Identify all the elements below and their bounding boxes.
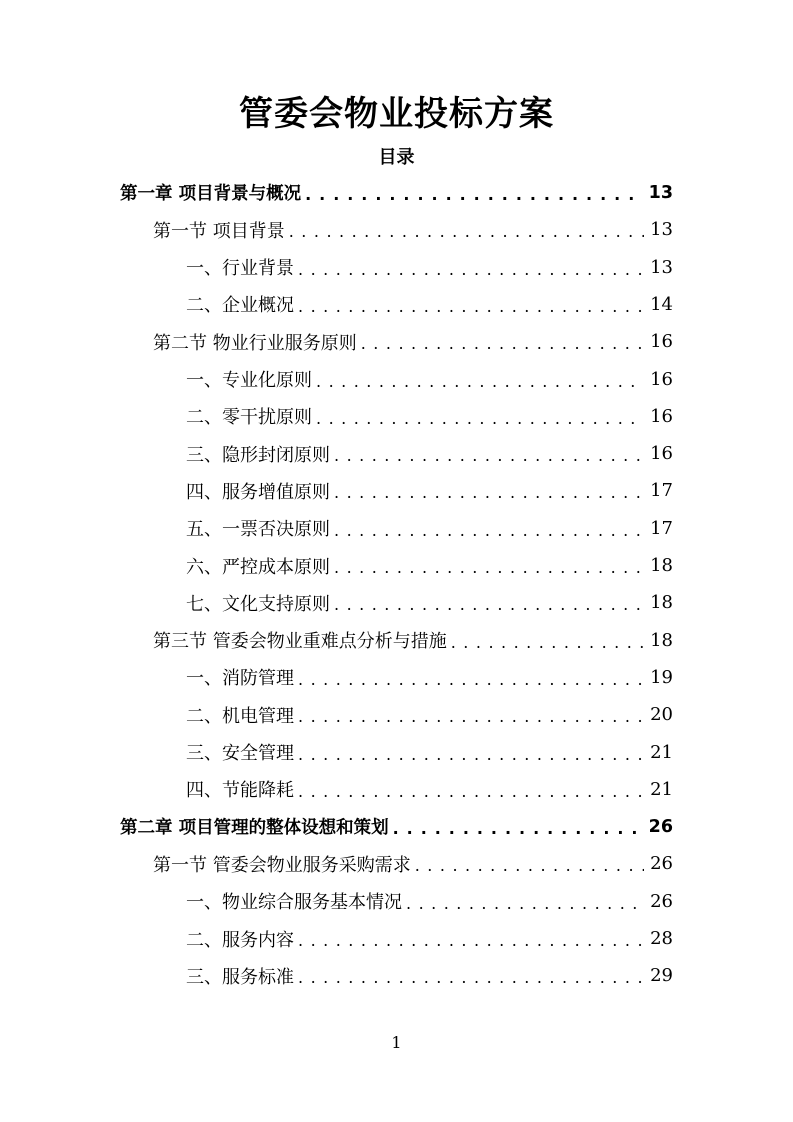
- toc-entry-label: 一、物业综合服务基本情况: [186, 892, 402, 914]
- toc-entry-label: 二、零干扰原则: [186, 407, 312, 429]
- toc-entry-page-number: 20: [650, 704, 673, 726]
- toc-dot-leader: [298, 696, 644, 733]
- toc-entry-page-number: 16: [650, 331, 673, 353]
- toc-dot-leader: [298, 734, 644, 771]
- toc-entry-label: 四、服务增值原则: [186, 481, 330, 503]
- toc-chapter-entry[interactable]: [120, 808, 673, 845]
- toc-subsection-entry[interactable]: [186, 510, 673, 547]
- toc-subsection-entry[interactable]: [186, 920, 673, 957]
- toc-entry-page-number: 18: [650, 629, 673, 651]
- toc-dot-leader: [334, 472, 644, 509]
- toc-entry-label: 三、隐形封闭原则: [186, 444, 330, 466]
- toc-entry-page-number: 28: [650, 928, 673, 949]
- toc-dot-leader: [298, 771, 644, 808]
- toc-entry-label: 第二章 项目管理的整体设想和策划: [120, 818, 389, 839]
- toc-dot-leader: [361, 323, 644, 360]
- toc-subsection-entry[interactable]: [186, 696, 673, 733]
- page-number: 1: [391, 1033, 402, 1052]
- toc-subsection-entry[interactable]: [186, 883, 673, 920]
- toc-subsection-entry[interactable]: [186, 361, 673, 398]
- toc-subsection-entry[interactable]: [186, 957, 673, 994]
- toc-entry-label: 第一节 项目背景: [153, 220, 285, 242]
- toc-subsection-entry[interactable]: [186, 547, 673, 584]
- toc-entry-label: 三、服务标准: [186, 966, 294, 988]
- toc-section-entry[interactable]: [153, 211, 673, 248]
- toc-entry-page-number: 29: [650, 965, 673, 987]
- toc-dot-leader: [298, 920, 644, 957]
- toc-entry-label: 一、消防管理: [186, 668, 294, 690]
- toc-entry-label: 四、节能降耗: [186, 780, 294, 802]
- toc-entry-page-number: 21: [650, 741, 673, 763]
- toc-entry-label: 五、一票否决原则: [186, 519, 330, 541]
- toc-entry-label: 第三节 管委会物业重难点分析与措施: [153, 631, 447, 653]
- toc-chapter-entry[interactable]: [120, 174, 673, 211]
- toc-entry-page-number: 17: [650, 480, 673, 502]
- toc-entry-label: 七、文化支持原则: [186, 593, 330, 615]
- toc-section-entry[interactable]: [153, 845, 673, 882]
- toc-dot-leader: [316, 398, 644, 435]
- toc-dot-leader: [415, 845, 644, 882]
- toc-dot-leader: [298, 659, 644, 696]
- toc-subsection-entry[interactable]: [186, 771, 673, 808]
- toc-subsection-entry[interactable]: [186, 659, 673, 696]
- toc-entry-label: 二、企业概况: [186, 295, 294, 317]
- toc-dot-leader: [406, 883, 644, 920]
- toc-dot-leader: [451, 622, 644, 659]
- toc-dot-leader: [289, 211, 644, 248]
- toc-entry-page-number: 18: [650, 592, 673, 614]
- toc-subsection-entry[interactable]: [186, 398, 673, 435]
- toc-dot-leader: [334, 584, 644, 621]
- toc-entry-label: 第一章 项目背景与概况: [120, 184, 302, 204]
- toc-subsection-entry[interactable]: [186, 472, 673, 509]
- toc-entry-label: 三、安全管理: [186, 743, 294, 764]
- toc-dot-leader: [334, 510, 644, 547]
- toc-entry-page-number: 16: [650, 405, 673, 427]
- toc-entry-page-number: 18: [650, 555, 673, 576]
- toc-entry-label: 第一节 管委会物业服务采购需求: [153, 854, 411, 876]
- toc-entry-label: 一、行业背景: [186, 258, 294, 280]
- toc-entry-page-number: 13: [650, 219, 673, 241]
- toc-subsection-entry[interactable]: [186, 249, 673, 286]
- toc-dot-leader: [334, 547, 644, 584]
- toc-entry-page-number: 19: [650, 666, 673, 688]
- toc-entry-page-number: 16: [650, 368, 673, 390]
- toc-entry-page-number: 13: [650, 256, 673, 278]
- toc-entry-page-number: 26: [650, 890, 673, 912]
- toc-dot-leader: [393, 808, 643, 845]
- toc-entry-page-number: 16: [650, 443, 673, 465]
- toc-subsection-entry[interactable]: [186, 435, 673, 472]
- document-title: 管委会物业投标方案: [239, 94, 554, 134]
- toc-entry-page-number: 26: [650, 853, 673, 875]
- toc-dot-leader: [316, 361, 644, 398]
- toc-entry-label: 六、严控成本原则: [186, 556, 330, 578]
- toc-entry-page-number: 26: [648, 816, 673, 837]
- toc-entry-page-number: 14: [650, 293, 673, 315]
- toc-entry-label: 二、机电管理: [186, 705, 294, 727]
- toc-dot-leader: [305, 174, 643, 211]
- toc-dot-leader: [298, 249, 644, 286]
- toc-dot-leader: [298, 957, 644, 994]
- toc-heading: 目录: [378, 147, 415, 168]
- toc-dot-leader: [298, 286, 644, 323]
- toc-entry-page-number: 13: [648, 182, 673, 203]
- toc-subsection-entry[interactable]: [186, 584, 673, 621]
- toc-subsection-entry[interactable]: [186, 286, 673, 323]
- toc-entry-page-number: 21: [650, 778, 673, 800]
- toc-section-entry[interactable]: [153, 622, 673, 659]
- toc-subsection-entry[interactable]: [186, 734, 673, 771]
- toc-section-entry[interactable]: [153, 323, 673, 360]
- toc-entry-label: 一、专业化原则: [186, 370, 312, 391]
- toc-entry-label: 第二节 物业行业服务原则: [153, 332, 357, 354]
- toc-entry-page-number: 17: [650, 517, 673, 539]
- toc-dot-leader: [334, 435, 644, 472]
- toc-entry-label: 二、服务内容: [186, 929, 294, 951]
